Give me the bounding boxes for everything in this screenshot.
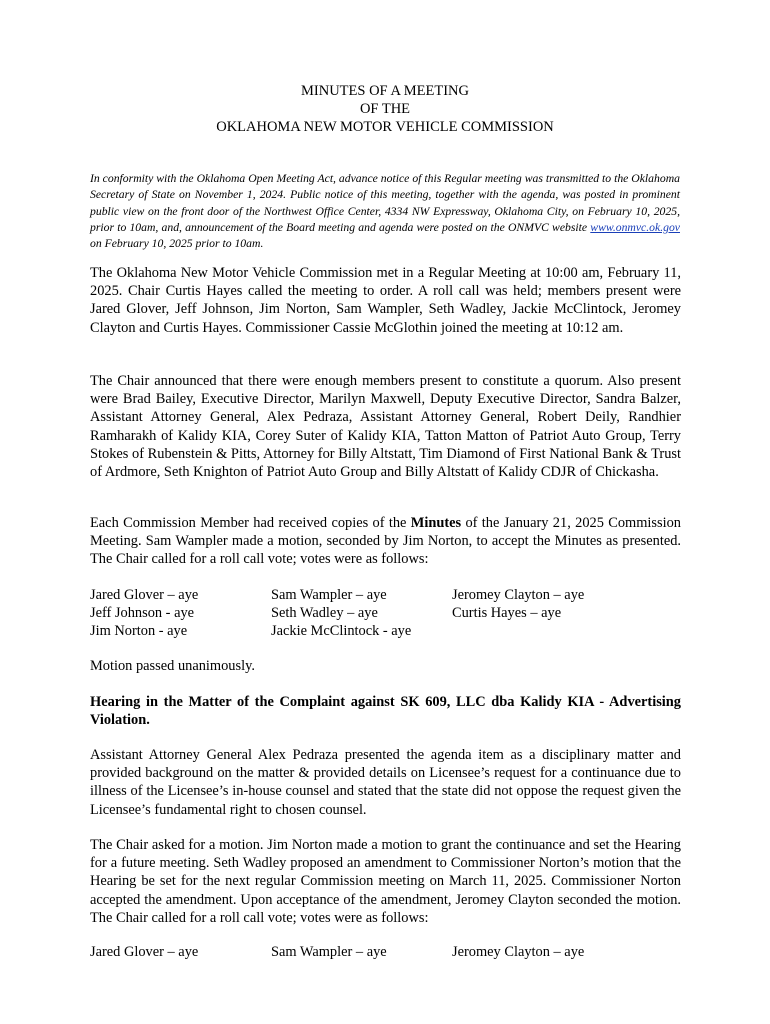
- minutes-text-1: Each Commission Member had received copies of the: [90, 515, 411, 531]
- votes-column-2: [271, 943, 387, 961]
- votes-column-1: [90, 943, 198, 961]
- vote-entry: Jared Glover – aye: [90, 944, 199, 960]
- vote-entry: Curtis Hayes – aye: [452, 605, 562, 622]
- hearing-heading: Hearing in the Matter of the Complaint against SK 609, LLC dba Kalidy KIA - Advertising Violation.: [90, 694, 681, 729]
- vote-entry: Jeromey Clayton – aye: [452, 587, 585, 603]
- votes-column-1: [90, 586, 198, 641]
- document-title: [0, 82, 770, 136]
- votes-column-2: [271, 586, 411, 641]
- roll-call-paragraph: The Oklahoma New Motor Vehicle Commission met in a Regular Meeting at 10:00 am, February 11, 2025. Chair Curtis Hayes called the meeting to order. A roll call was held; members present were Jared Glover, Jeff Johnson, Jim Norton, Sam Wampler, Seth Wadley, Jackie McClintock, Jeromey Clayton and Curtis Hayes. Commissioner Cassie McGlothin joined the meeting at 10:12 am.: [90, 265, 681, 336]
- vote-entry: Jackie McClintock - aye: [271, 623, 412, 640]
- continuance-motion-paragraph: The Chair asked for a motion. Jim Norton made a motion to grant the continuance and set the Hearing for a future meeting. Seth Wadley proposed an amendment to Commissioner Norton’s motion that the Hearing be set for the next regular Commission meeting on March 11, 2025. Commissioner Norton accepted the amendment. Upon acceptance of the amendment, Jeromey Clayton seconded the motion. The Chair called for a roll call vote; votes were as follows:: [90, 837, 681, 926]
- title-line-2: OF THE: [359, 101, 411, 117]
- open-meeting-notice: [90, 171, 680, 252]
- title-line-1: MINUTES OF A MEETING: [301, 83, 469, 99]
- quorum-paragraph: The Chair announced that there were enough members present to constitute a quorum. Also present were Brad Bailey, Executive Director, Marilyn Maxwell, Deputy Executive Director, Sandra Balzer, Assistant Attorney General, Alex Pedraza, Assistant Attorney General, Robert Deily, Randhier Ramharakh of Kalidy KIA, Corey Suter of Kalidy KIA, Tatton Matton of Patriot Auto Group, Terry Stokes of Rubenstein & Pitts, Attorney for Billy Altstatt, Tim Diamond of First National Bank & Trust of Ardmore, Seth Knighton of Patriot Auto Group and Billy Altstatt of Kalidy CDJR of Chickasha.: [90, 373, 681, 481]
- notice-text-end: on February 10, 2025 prior to 10am.: [90, 237, 264, 251]
- votes-column-3: [452, 586, 584, 622]
- minutes-bold: Minutes: [410, 515, 462, 531]
- vote-entry: Sam Wampler – aye: [271, 944, 387, 960]
- title-line-3: OKLAHOMA NEW MOTOR VEHICLE COMMISSION: [216, 119, 554, 135]
- vote-entry: Jeromey Clayton – aye: [452, 944, 585, 960]
- onmvc-website-link[interactable]: www.onmvc.ok.gov: [590, 220, 680, 234]
- motion-passed: Motion passed unanimously.: [90, 658, 255, 674]
- vote-entry: Seth Wadley – aye: [271, 605, 378, 622]
- vote-entry: Jeff Johnson - aye: [90, 605, 195, 622]
- vote-entry: Sam Wampler – aye: [271, 587, 387, 603]
- notice-text: In conformity with the Oklahoma Open Meeting Act, advance notice of this Regular meeting was transmitted to the Oklahoma Secretary of State on November 1, 2024. Public notice of this meeting, together with the agenda, was posted in prominent public view on the front door of the Northwest Office Center, 4334 NW Expressway, Oklahoma City, on February 10, 2025, prior to 10am, and, announcement of the Board meeting and agenda were posted on the ONMVC website: [90, 172, 680, 234]
- votes-column-3: [452, 943, 584, 961]
- minutes-approval-paragraph: [90, 514, 681, 569]
- vote-entry: Jared Glover – aye: [90, 587, 199, 603]
- vote-entry: Jim Norton - aye: [90, 623, 188, 640]
- hearing-paragraph: Assistant Attorney General Alex Pedraza presented the agenda item as a disciplinary matter and provided background on the matter & provided details on Licensee’s request for a continuance due to illness of the Licensee’s in-house counsel and stated that the state did not oppose the request given the Licensee’s fundamental right to chosen counsel.: [90, 747, 681, 818]
- minutes-text-2: of the January 21, 2025 Commission Meeting. Sam Wampler made a motion, seconded by Jim Norton, to accept the Minutes as presented. The Chair called for a roll call vote; votes were as follows:: [90, 515, 682, 568]
